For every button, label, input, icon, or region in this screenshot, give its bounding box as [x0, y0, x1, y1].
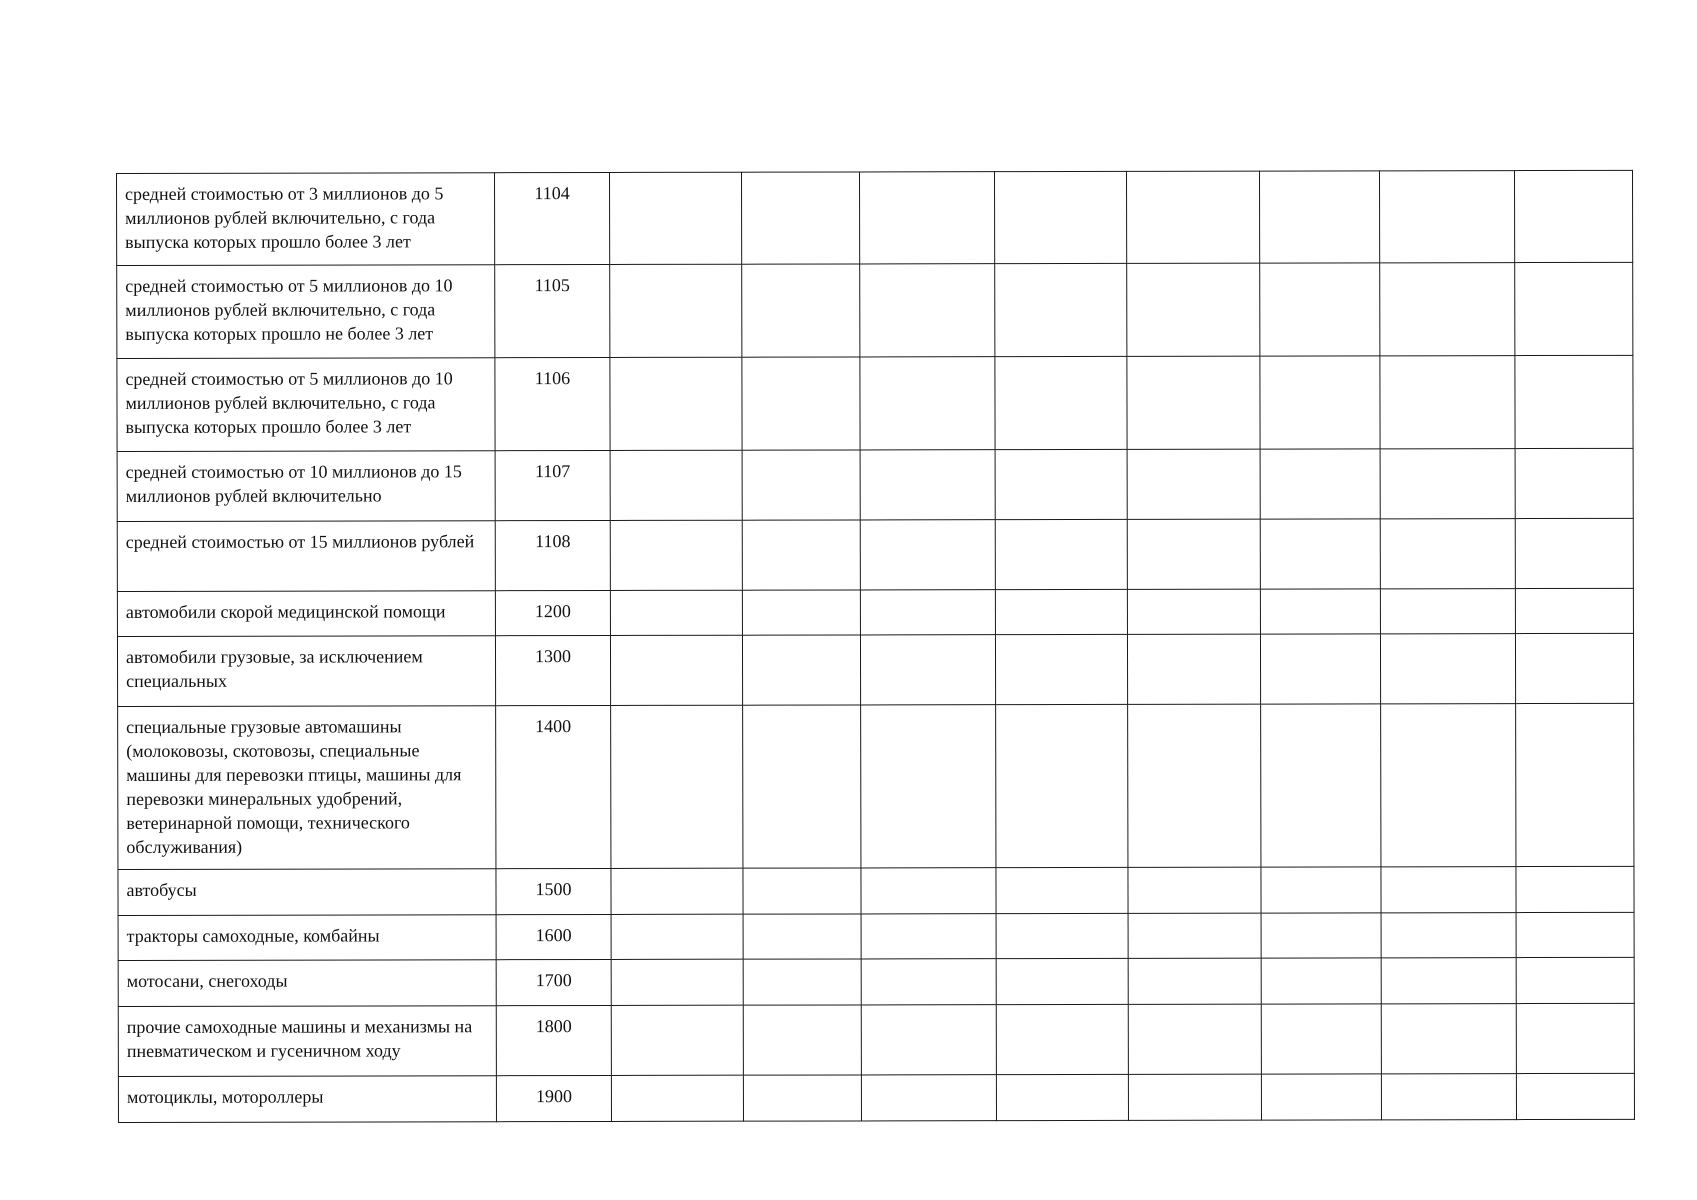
data-cell: [611, 705, 743, 868]
data-cell: [1127, 449, 1260, 519]
row-code: 1900: [496, 1075, 611, 1121]
data-cell: [611, 868, 743, 914]
data-cell: [611, 1075, 743, 1121]
row-code: 1700: [496, 959, 611, 1005]
data-cell: [1261, 1074, 1381, 1120]
table-row: [118, 957, 1634, 1006]
row-code: 1300: [495, 635, 610, 705]
data-cell: [742, 635, 860, 705]
table-row: [117, 448, 1633, 521]
row-code: 1106: [495, 357, 610, 450]
data-cell: [1381, 867, 1516, 913]
row-description: автомобили грузовые, за исключением специальных: [117, 636, 495, 707]
row-code: 1105: [495, 264, 610, 357]
table-row: [117, 633, 1633, 706]
data-cell: [610, 520, 742, 590]
row-code: 1200: [495, 590, 610, 635]
data-cell: [610, 357, 742, 450]
data-cell: [1515, 518, 1633, 588]
data-cell: [1128, 958, 1261, 1004]
data-cell: [611, 1005, 743, 1075]
table-row: [118, 1003, 1634, 1076]
data-cell: [743, 705, 861, 868]
data-cell: [610, 590, 742, 635]
data-cell: [860, 357, 995, 450]
data-cell: [1381, 913, 1516, 958]
row-code: 1600: [496, 914, 611, 959]
data-cell: [1515, 588, 1633, 633]
data-cell: [742, 357, 860, 450]
data-cell: [1260, 634, 1380, 704]
row-description: автобусы: [118, 869, 496, 916]
data-cell: [1128, 913, 1261, 958]
table-row: [117, 355, 1633, 451]
data-cell: [1516, 1073, 1634, 1119]
data-cell: [1515, 448, 1633, 518]
data-cell: [1516, 912, 1634, 957]
data-cell: [1260, 449, 1380, 519]
data-cell: [743, 1075, 861, 1121]
data-cell: [742, 450, 860, 520]
data-cell: [1516, 866, 1634, 912]
data-cell: [741, 172, 859, 264]
data-cell: [995, 356, 1127, 449]
data-cell: [610, 635, 742, 705]
data-cell: [995, 449, 1127, 519]
row-code: 1108: [495, 520, 610, 590]
data-cell: [1259, 171, 1379, 263]
data-cell: [1381, 704, 1516, 867]
data-cell: [996, 913, 1128, 958]
row-code: 1107: [495, 450, 610, 520]
data-cell: [1380, 519, 1515, 589]
data-cell: [995, 519, 1127, 589]
data-cell: [860, 520, 995, 590]
row-description: тракторы самоходные, комбайны: [118, 915, 496, 961]
data-cell: [610, 264, 742, 357]
data-cell: [1381, 1004, 1516, 1074]
data-cell: [1380, 589, 1515, 634]
table-row: [117, 170, 1633, 265]
data-cell: [1127, 589, 1260, 634]
row-description: средней стоимостью от 15 миллионов рублей: [117, 521, 495, 592]
row-description: автомобили скорой медицинской помощи: [117, 591, 495, 637]
row-description: мотоциклы, мотороллеры: [118, 1076, 496, 1123]
data-cell: [1128, 1074, 1261, 1120]
data-cell: [995, 589, 1127, 634]
table-row: [117, 588, 1633, 636]
data-cell: [1127, 519, 1260, 589]
table-row: [117, 262, 1633, 358]
data-cell: [861, 959, 996, 1005]
table-row: [118, 1073, 1634, 1122]
table-row: [117, 518, 1633, 591]
data-cell: [743, 914, 861, 959]
row-code: 1800: [496, 1005, 611, 1075]
table-row: [118, 912, 1634, 960]
data-cell: [1380, 263, 1515, 356]
data-cell: [1514, 170, 1632, 262]
data-cell: [1260, 356, 1380, 449]
row-description: средней стоимостью от 5 миллионов до 10 миллионов рублей включительно, с года выпуска которых прошло более 3 лет: [117, 358, 495, 452]
data-cell: [1515, 262, 1633, 355]
row-description: средней стоимостью от 3 миллионов до 5 миллионов рублей включительно, с года выпуска которых прошло более 3 лет: [117, 173, 495, 266]
data-cell: [1379, 171, 1514, 263]
data-cell: [996, 1074, 1128, 1120]
row-code: 1500: [496, 868, 611, 914]
data-cell: [1516, 957, 1634, 1003]
data-cell: [995, 634, 1127, 704]
data-cell: [996, 867, 1128, 913]
data-cell: [742, 590, 860, 635]
data-cell: [859, 172, 994, 264]
data-cell: [1516, 1003, 1634, 1073]
data-cell: [1515, 355, 1633, 448]
data-cell: [1260, 589, 1380, 634]
data-cell: [743, 1005, 861, 1075]
data-cell: [1516, 703, 1634, 866]
data-cell: [1380, 356, 1515, 449]
data-cell: [1261, 1004, 1381, 1074]
data-cell: [994, 171, 1126, 263]
data-cell: [611, 959, 743, 1005]
data-cell: [996, 1004, 1128, 1074]
row-code: 1400: [496, 705, 611, 868]
data-cell: [1261, 958, 1381, 1004]
data-cell: [1260, 519, 1380, 589]
data-cell: [742, 520, 860, 590]
data-cell: [995, 263, 1127, 356]
data-cell: [860, 590, 995, 635]
data-cell: [861, 1075, 996, 1121]
data-cell: [1261, 913, 1381, 958]
vehicle-table: [116, 170, 1635, 1123]
data-cell: [1128, 1004, 1261, 1074]
data-cell: [1128, 867, 1261, 913]
data-cell: [861, 868, 996, 914]
data-cell: [996, 704, 1128, 867]
row-code: 1104: [495, 172, 610, 264]
data-cell: [1128, 704, 1261, 867]
data-cell: [861, 705, 996, 868]
row-description: специальные грузовые автомашины (молоковозы, скотовозы, специальные машины для перевозки птицы, машины для перевозки минеральных удобрений, ветеринарной помощи, технического обслуживания): [118, 706, 496, 870]
data-cell: [1381, 1074, 1516, 1120]
row-description: прочие самоходные машины и механизмы на пневматическом и гусеничном ходу: [118, 1006, 496, 1077]
data-cell: [860, 264, 995, 357]
data-cell: [861, 914, 996, 959]
data-cell: [1127, 356, 1260, 449]
row-description: мотосани, снегоходы: [118, 960, 496, 1007]
row-description: средней стоимостью от 10 миллионов до 15 миллионов рублей включительно: [117, 451, 495, 522]
data-cell: [1380, 449, 1515, 519]
data-cell: [743, 959, 861, 1005]
data-cell: [1381, 958, 1516, 1004]
data-cell: [742, 264, 860, 357]
data-cell: [1515, 633, 1633, 703]
table-row: [118, 703, 1634, 869]
data-cell: [860, 635, 995, 705]
data-cell: [1380, 634, 1515, 704]
data-cell: [1127, 263, 1260, 356]
data-cell: [743, 868, 861, 914]
table-row: [118, 866, 1634, 915]
data-cell: [1260, 263, 1380, 356]
data-cell: [610, 450, 742, 520]
row-description: средней стоимостью от 5 миллионов до 10 миллионов рублей включительно, с года выпуска которых прошло не более 3 лет: [117, 265, 495, 359]
data-cell: [1127, 634, 1260, 704]
data-cell: [1261, 704, 1381, 867]
data-cell: [1261, 867, 1381, 913]
data-cell: [996, 958, 1128, 1004]
data-cell: [1126, 171, 1259, 263]
data-cell: [609, 172, 741, 264]
data-cell: [860, 450, 995, 520]
data-cell: [861, 1005, 996, 1075]
data-cell: [611, 914, 743, 959]
